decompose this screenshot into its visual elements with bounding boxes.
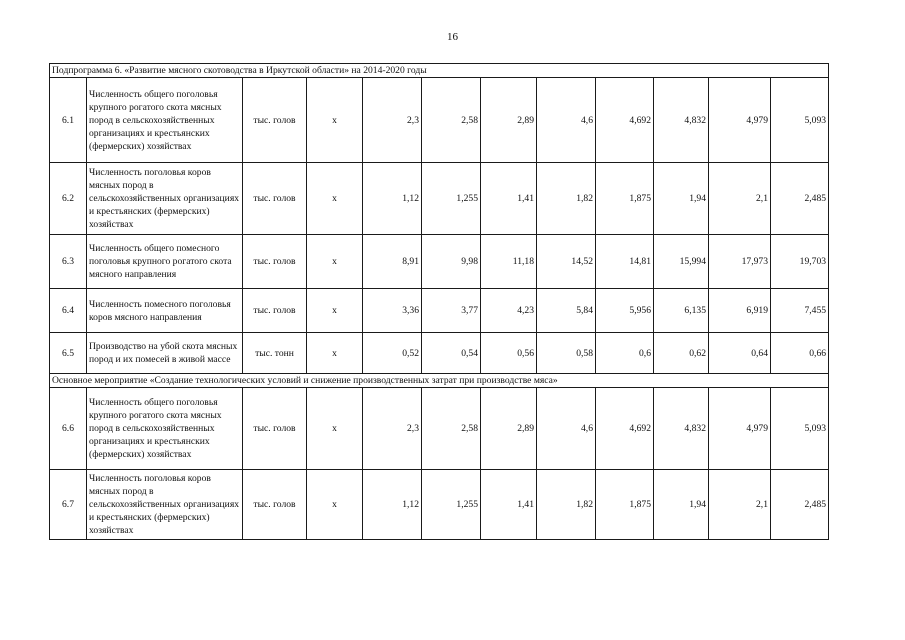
table-row (50, 289, 829, 333)
value-cell: 1,94 (654, 470, 709, 540)
value-cell: 4,832 (654, 388, 709, 470)
value-cell: 14,52 (537, 235, 596, 289)
base-cell: х (307, 78, 363, 163)
value-cell: 3,36 (363, 289, 422, 333)
value-cell: 9,98 (422, 235, 481, 289)
value-cell: 0,64 (709, 333, 771, 374)
value-cell: 1,255 (422, 470, 481, 540)
table-row (50, 163, 829, 235)
unit-cell: тыс. голов (243, 289, 307, 333)
unit-cell: тыс. голов (243, 388, 307, 470)
value-cell: 2,58 (422, 78, 481, 163)
base-cell: х (307, 235, 363, 289)
page-number: 16 (447, 31, 458, 43)
value-cell: 2,485 (771, 163, 829, 235)
indicator-name: Численность поголовья коров мясных пород в сельскохозяйственных организациях и крестьянских (фермерских) хозяйствах (87, 163, 243, 235)
value-cell: 0,6 (596, 333, 654, 374)
value-cell: 19,703 (771, 235, 829, 289)
value-cell: 14,81 (596, 235, 654, 289)
table-row (50, 388, 829, 470)
section-header-row (50, 64, 829, 78)
value-cell: 2,1 (709, 470, 771, 540)
row-number: 6.4 (50, 289, 87, 333)
value-cell: 2,485 (771, 470, 829, 540)
row-number: 6.2 (50, 163, 87, 235)
value-cell: 2,58 (422, 388, 481, 470)
indicator-name: Численность общего помесного поголовья крупного рогатого скота мясного направления (87, 235, 243, 289)
row-number: 6.5 (50, 333, 87, 374)
base-cell: х (307, 163, 363, 235)
value-cell: 5,093 (771, 78, 829, 163)
value-cell: 4,692 (596, 78, 654, 163)
unit-cell: тыс. тонн (243, 333, 307, 374)
value-cell: 0,54 (422, 333, 481, 374)
table-row (50, 78, 829, 163)
value-cell: 4,6 (537, 388, 596, 470)
value-cell: 5,956 (596, 289, 654, 333)
row-number: 6.6 (50, 388, 87, 470)
value-cell: 15,994 (654, 235, 709, 289)
section-header-row (50, 374, 829, 388)
indicator-name: Численность общего поголовья крупного рогатого скота мясных пород в сельскохозяйственных организациях и крестьянских (фермерских) хозяйствах (87, 388, 243, 470)
value-cell: 1,12 (363, 470, 422, 540)
value-cell: 4,832 (654, 78, 709, 163)
value-cell: 2,89 (481, 78, 537, 163)
value-cell: 5,093 (771, 388, 829, 470)
value-cell: 1,94 (654, 163, 709, 235)
value-cell: 4,692 (596, 388, 654, 470)
base-cell: х (307, 388, 363, 470)
value-cell: 0,66 (771, 333, 829, 374)
value-cell: 4,23 (481, 289, 537, 333)
value-cell: 0,58 (537, 333, 596, 374)
value-cell: 1,12 (363, 163, 422, 235)
value-cell: 0,52 (363, 333, 422, 374)
table-row (50, 470, 829, 540)
value-cell: 0,56 (481, 333, 537, 374)
value-cell: 2,3 (363, 388, 422, 470)
indicator-name: Численность общего поголовья крупного рогатого скота мясных пород в сельскохозяйственных организациях и крестьянских (фермерских) хозяйствах (87, 78, 243, 163)
indicators-table (49, 63, 829, 540)
indicator-name: Производство на убой скота мясных пород и их помесей в живой массе (87, 333, 243, 374)
section-title: Подпрограмма 6. «Развитие мясного скотоводства в Иркутской области» на 2014-2020 годы (50, 64, 829, 78)
base-cell: х (307, 470, 363, 540)
value-cell: 6,135 (654, 289, 709, 333)
value-cell: 1,875 (596, 163, 654, 235)
indicator-name: Численность помесного поголовья коров мясного направления (87, 289, 243, 333)
unit-cell: тыс. голов (243, 235, 307, 289)
value-cell: 4,979 (709, 388, 771, 470)
section-title: Основное мероприятие «Создание технологических условий и снижение производственных затрат при производстве мяса» (50, 374, 829, 388)
value-cell: 1,82 (537, 470, 596, 540)
value-cell: 6,919 (709, 289, 771, 333)
unit-cell: тыс. голов (243, 78, 307, 163)
value-cell: 11,18 (481, 235, 537, 289)
table-row (50, 333, 829, 374)
value-cell: 3,77 (422, 289, 481, 333)
base-cell: х (307, 289, 363, 333)
indicator-name: Численность поголовья коров мясных пород в сельскохозяйственных организациях и крестьянских (фермерских) хозяйствах (87, 470, 243, 540)
unit-cell: тыс. голов (243, 163, 307, 235)
base-cell: х (307, 333, 363, 374)
value-cell: 4,979 (709, 78, 771, 163)
value-cell: 0,62 (654, 333, 709, 374)
value-cell: 1,82 (537, 163, 596, 235)
unit-cell: тыс. голов (243, 470, 307, 540)
row-number: 6.3 (50, 235, 87, 289)
table-row (50, 235, 829, 289)
row-number: 6.7 (50, 470, 87, 540)
value-cell: 17,973 (709, 235, 771, 289)
value-cell: 8,91 (363, 235, 422, 289)
value-cell: 7,455 (771, 289, 829, 333)
value-cell: 1,255 (422, 163, 481, 235)
value-cell: 2,3 (363, 78, 422, 163)
value-cell: 1,41 (481, 470, 537, 540)
value-cell: 2,1 (709, 163, 771, 235)
value-cell: 4,6 (537, 78, 596, 163)
row-number: 6.1 (50, 78, 87, 163)
value-cell: 5,84 (537, 289, 596, 333)
value-cell: 2,89 (481, 388, 537, 470)
value-cell: 1,41 (481, 163, 537, 235)
value-cell: 1,875 (596, 470, 654, 540)
